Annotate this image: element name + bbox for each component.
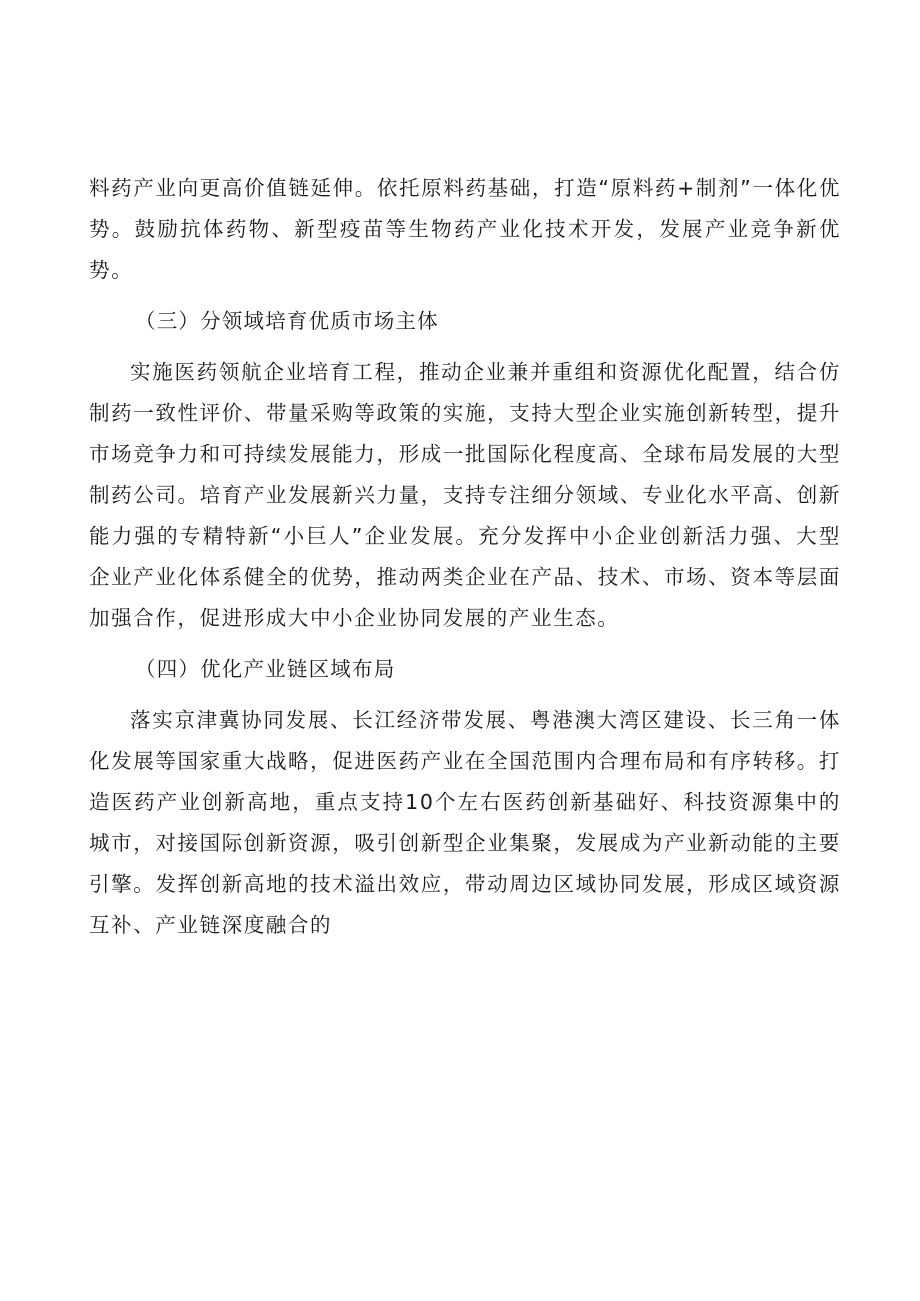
paragraph-continuation: 料药产业向更高价值链延伸。依托原料药基础，打造“原料药+制剂”一体化优势。鼓励抗体药物、新型疫苗等生物药产业化技术开发，发展产业竞争新优势。 xyxy=(89,176,841,282)
section-heading-4: （四）优化产业链区域布局 xyxy=(135,657,396,681)
section-heading-3: （三）分领域培育优质市场主体 xyxy=(135,309,439,333)
paragraph-regional-layout: 落实京津冀协同发展、长江经济带发展、粤港澳大湾区建设、长三角一体化发展等国家重大战略，促进医药产业在全国范围内合理布局和有序转移。打造医药产业创新高地，重点支持10个左右医药创新基础好、科技资源集中的城市，对接国际创新资源，吸引创新型企业集聚，发展成为产业新动能的主要引擎。发挥创新高地的技术溢出效应，带动周边区域协同发展，形成区域资源互补、产业链深度融合的 xyxy=(89,708,841,937)
paragraph-market-entities: 实施医药领航企业培育工程，推动企业兼并重组和资源优化配置，结合仿制药一致性评价、带量采购等政策的实施，支持大型企业实施创新转型，提升市场竞争力和可持续发展能力，形成一批国际化程度高、全球布局发展的大型制药公司。培育产业发展新兴力量，支持专注细分领域、专业化水平高、创新能力强的专精特新“小巨人”企业发展。充分发挥中小企业创新活力强、大型企业产业化体系健全的优势，推动两类企业在产品、技术、市场、资本等层面加强合作，促进形成大中小企业协同发展的产业生态。 xyxy=(89,360,841,630)
document-body xyxy=(89,168,841,946)
